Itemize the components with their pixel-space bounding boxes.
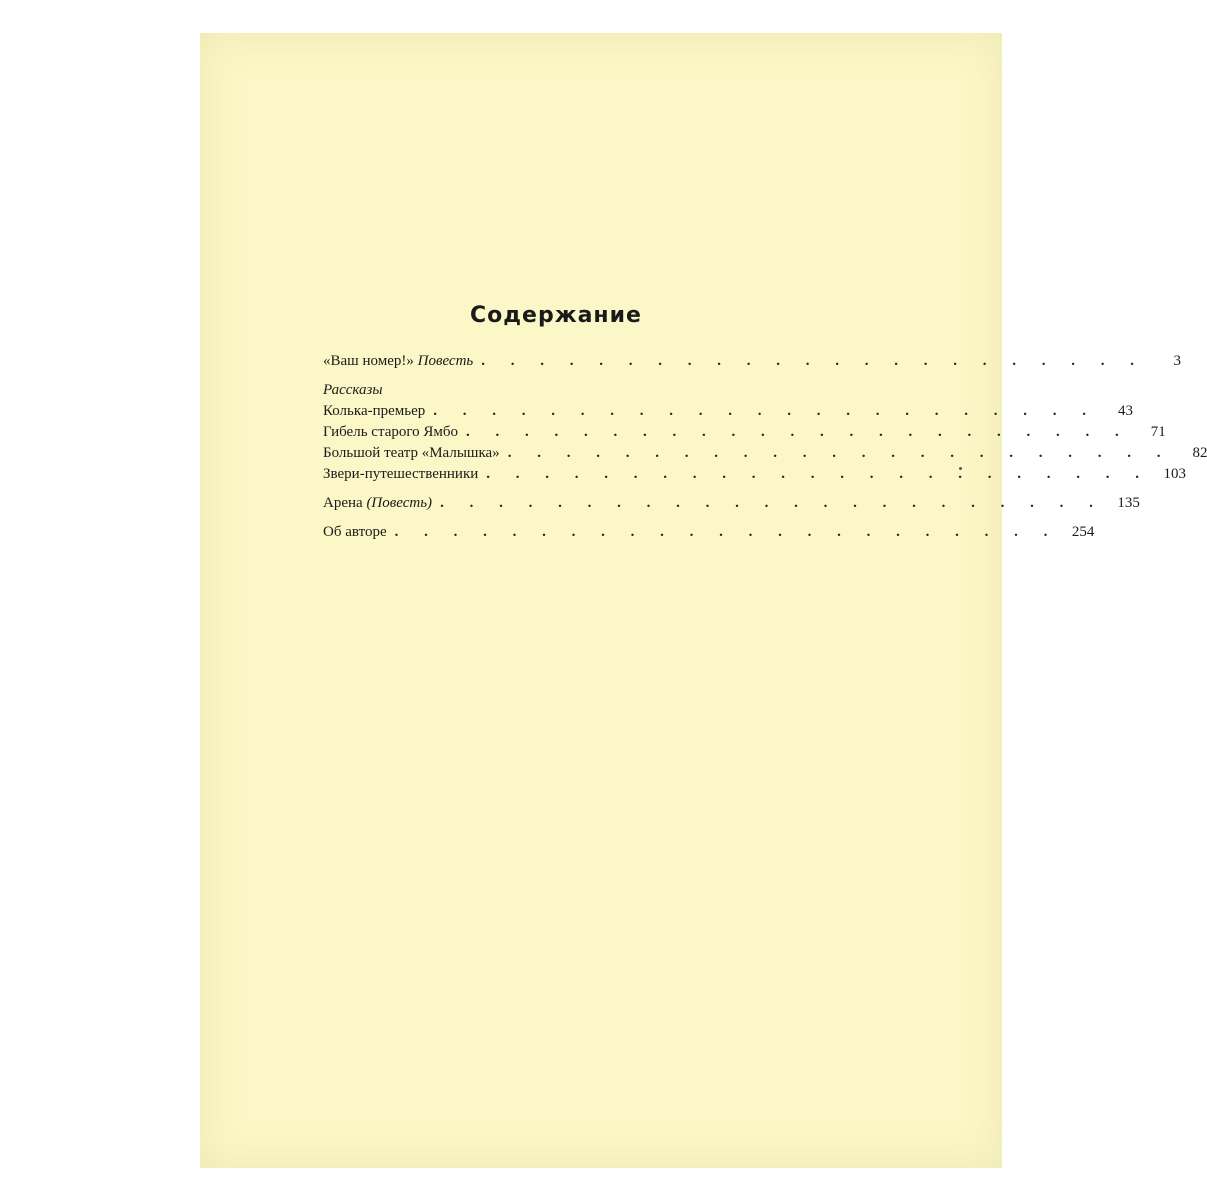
dot-leader: . . . . . . . . . . . . . . . . . . . . . . . [481,353,1145,369]
dot-leader: . . . . . . . . . . . . . . . . . . . . . . . [507,445,1172,461]
toc-section-label: Рассказы [323,382,383,398]
dot-leader: . . . . . . . . . . . . . . . . . . . . . . . [466,424,1130,440]
dot-leader: . . . . . . . . . . . . . . . . . . . . . . . [440,495,1104,511]
toc-gap [323,514,781,522]
dot-leader: . . . . . . . . . . . . . . . . . . . . . . . [433,403,1098,419]
toc-page-number: 82 [1192,445,1207,461]
toc-page-number: 3 [1173,353,1181,369]
book-page [200,33,1207,1168]
toc-page-number: 103 [1163,466,1187,482]
toc-gap [323,485,781,493]
toc-page-number: 71 [1150,424,1166,440]
toc-entry-ob-avtore [323,522,1095,543]
toc-entry-arena [323,493,1140,514]
toc-entry-label: Колька-премьер [323,403,426,419]
toc-entry-gibel-yambo [323,422,1166,443]
toc-page-number: 43 [1118,403,1134,419]
dot-leader: . . . . . . . . . . . . . . . . . . . . . . . [486,466,1151,482]
toc-page-number: 135 [1117,495,1140,511]
toc-entry-label: «Ваш номер!» Повесть [323,353,474,369]
toc-entry-label: Гибель старого Ямбо [323,424,459,440]
toc-entry-bolshoy-teatr [323,443,1207,464]
toc-entry-label: Большой театр «Малышка» [323,445,500,461]
table-of-contents [323,351,1207,543]
toc-entry-vash-nomer [323,351,1181,372]
toc-entry-zveri [323,464,1187,485]
dot-leader: . . . . . . . . . . . . . . . . . . . . . . . [394,524,1059,540]
toc-entry-label: Об авторе [323,524,387,540]
toc-entry-kolka-premier [323,401,1134,422]
toc-page-number: 254 [1071,524,1095,540]
toc-title: Содержание [470,303,642,328]
toc-entry-label: Звери-путешественники [323,466,479,482]
toc-entry-label: Арена (Повесть) [323,495,433,511]
